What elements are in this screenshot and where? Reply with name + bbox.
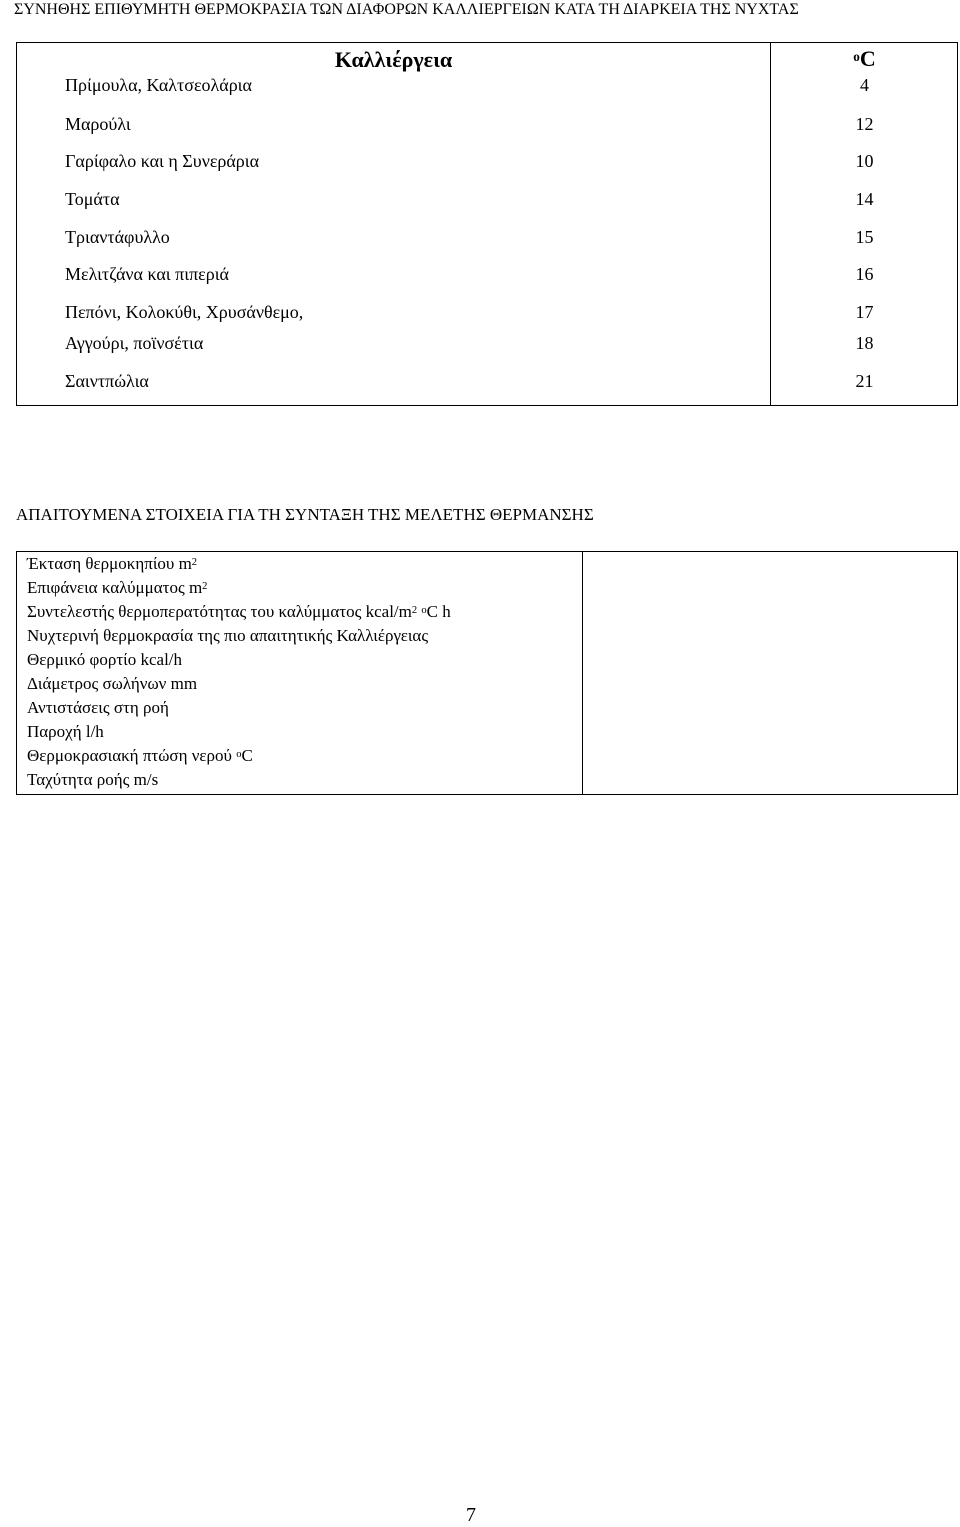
section-title: ΑΠΑΙΤΟΥΜΕΝΑ ΣΤΟΙΧΕΙΑ ΓΙΑ ΤΗ ΣΥΝΤΑΞΗ ΤΗΣ ΜΕΛΕΤΗΣ ΘΕΡΜΑΝΣΗΣ — [16, 505, 594, 524]
column-divider — [582, 552, 583, 794]
item-text: Συντελεστής θερμοπερατότητας του καλύμματος kcal/m — [27, 602, 412, 621]
list-item: Θερμικό φορτίο kcal/h — [27, 650, 183, 669]
table-row-temp: 10 — [855, 151, 874, 171]
list-item: Ταχύτητα ροής m/s — [27, 770, 159, 789]
table-row-temp: 17 — [855, 302, 874, 322]
list-item — [27, 746, 253, 766]
item-unit: C h — [426, 602, 451, 621]
superscript: 2 — [411, 605, 418, 616]
list-item: Διάμετρος σωλήνων mm — [27, 674, 198, 693]
table-row-crop: Σαιντπώλια — [65, 371, 149, 391]
degree-sign: o — [853, 49, 860, 64]
temp-unit: C — [859, 46, 876, 71]
item-text: Θερμοκρασιακή πτώση νερού — [27, 746, 237, 765]
list-item — [27, 578, 207, 598]
table-row-temp: 21 — [855, 371, 874, 391]
table-row-crop: Μαρούλι — [65, 114, 131, 134]
table-row-crop: Τομάτα — [65, 189, 120, 209]
list-item — [27, 554, 197, 574]
table-row-crop: Μελιτζάνα και πιπεριά — [65, 264, 229, 284]
superscript: 2 — [202, 581, 208, 592]
table-row-crop: Πρίμουλα, Καλτσεολάρια — [65, 75, 252, 95]
table-row-crop: Τριαντάφυλλο — [65, 227, 170, 247]
table-row-temp: 18 — [855, 333, 874, 353]
table-row-crop: Γαρίφαλο και η Συνεράρια — [65, 151, 260, 171]
page-heading: ΣΥΝΗΘΗΣ ΕΠΙΘΥΜΗΤΗ ΘΕΡΜΟΚΡΑΣΙΑ ΤΩΝ ΔΙΑΦΟΡΩΝ ΚΑΛΛΙΕΡΓΕΙΩΝ ΚΑΤΑ ΤΗ ΔΙΑΡΚΕΙΑ ΤΗΣ ΝΥΧΤΑΣ — [14, 1, 799, 18]
degree-sign: o — [236, 749, 242, 760]
degree-sign: o — [421, 605, 427, 616]
list-item — [27, 602, 451, 622]
header-temperature — [771, 47, 958, 71]
table-row-temp: 16 — [855, 264, 874, 284]
item-text: Έκταση θερμοκηπίου m — [27, 554, 192, 573]
superscript: 2 — [191, 557, 198, 568]
item-text: Επιφάνεια καλύμματος m — [27, 578, 203, 597]
item-unit: C — [241, 746, 253, 765]
list-item: Νυχτερινή θερμοκρασία της πιο απαιτητικής Καλλιέργειας — [27, 626, 429, 645]
list-item: Αντιστάσεις στη ροή — [27, 698, 169, 717]
crop-temperature-table — [16, 42, 958, 406]
table-row-temp: 14 — [855, 189, 874, 209]
table-row-temp: 15 — [855, 227, 874, 247]
table-row-temp: 12 — [855, 114, 874, 134]
table-row-temp: 4 — [860, 75, 869, 95]
page-number: 7 — [466, 1504, 476, 1526]
table-row-crop: Πεπόνι, Κολοκύθι, Χρυσάνθεμο, — [65, 302, 304, 322]
header-crop: Καλλιέργεια — [334, 47, 453, 72]
requirements-table — [16, 551, 958, 795]
list-item: Παροχή l/h — [27, 722, 104, 741]
table-row-crop: Αγγούρι, ποϊνσέτια — [65, 333, 204, 353]
